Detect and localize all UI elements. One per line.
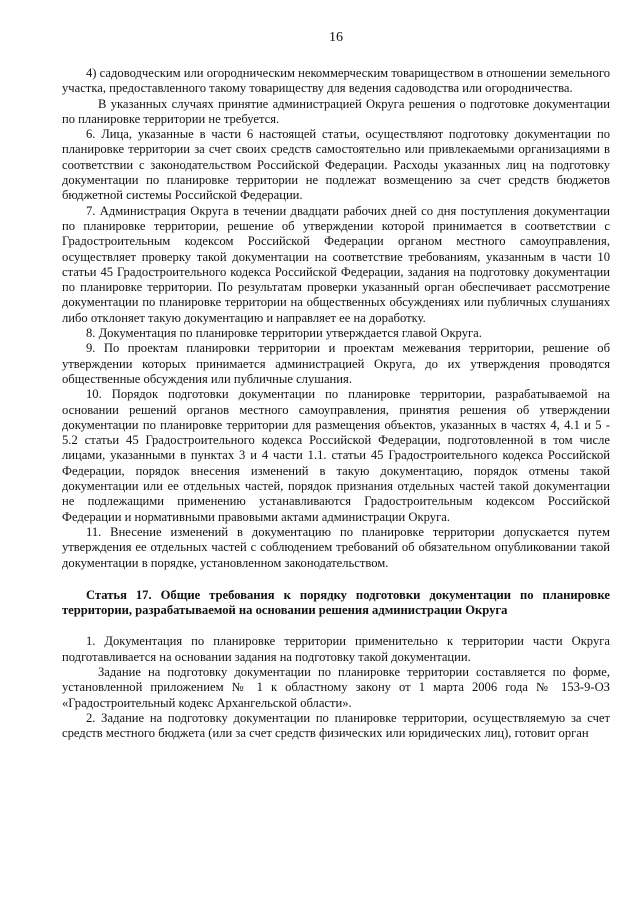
article-17-paragraph-1: 1. Документация по планировке территории применительно к территории части Округа подготавливается на основании задания на подготовку такой документации. — [62, 634, 610, 664]
paragraph-6: 6. Лица, указанные в части 6 настоящей статьи, осуществляют подготовку документации по планировке территории за счет своих средств самостоятельно или привлекаемыми организациями в соответствии с законодательством Российской Федерации. Расходы указанных лиц на подготовку документации по планировке территории не подлежат возмещению за счет средств бюджетов бюджетной системы Российской Федерации. — [62, 127, 610, 203]
paragraph-11: 11. Внесение изменений в документацию по планировке территории допускается путем утверждения ее отдельных частей с соблюдением требований об обязательном опубликовании такой документации в порядке, установленном законодательством. — [62, 524, 610, 570]
article-17-task-form-paragraph: Задание на подготовку документации по планировке территории составляется по форме, установленной приложением № 1 к областному закону от 1 марта 2006 года № 153-9-ОЗ «Градостроительный кодекс Архангельской области». — [62, 664, 610, 710]
paragraph-no-decision-required: В указанных случаях принятие администрацией Округа решения о подготовке документации по планировке территории не требуется. — [62, 96, 610, 126]
paragraph-9: 9. По проектам планировки территории и проектам межевания территории, решение об утверждении которых принимается администрацией Округа, до их утверждения проводятся общественные обсуждения или публичные слушания. — [62, 341, 610, 386]
article-17-paragraph-2: 2. Задание на подготовку документации по планировке территории, осуществляемую за счет средств местного бюджета (или за счет средств физических или юридических лиц), готовит орган — [62, 710, 610, 741]
paragraph-item-4: 4) садоводческим или огородническим некоммерческим товариществом в отношении земельного участка, предоставленного такому товариществу для ведения садоводства или огородничества. — [62, 66, 610, 96]
page-number: 16 — [329, 30, 343, 45]
paragraph-7: 7. Администрация Округа в течении двадцати рабочих дней со дня поступления документации по планировке территории, решение об утверждении которой принимается в соответствии с Градостроительным кодексом Российской Федерации органом местного самоуправления, осуществляет проверку такой документации на соответствие требованиям, указанным в части 10 статьи 45 Градостроительного кодекса Российской Федерации, задания на подготовку документации по планировке территории. По результатам проверки указанный орган обеспечивает рассмотрение документации по планировке территории на общественных обсуждениях или публичных слушаниях либо отклоняет такую документацию и направляет ее на доработку. — [62, 203, 610, 325]
paragraph-10: 10. Порядок подготовки документации по планировке территории, разрабатываемой на основании решений органов местного самоуправления, принятия решения об утверждении документации по планировке территории для размещения объектов, указанных в частях 4, 4.1 и 5 - 5.2 статьи 45 Градостроительного кодекса Российской Федерации, подготовленной в том числе лицами, указанными в пунктах 3 и 4 части 1.1. статьи 45 Градостроительного кодекса Российской Федерации, порядок внесения изменений в такую документацию, порядок отмены такой документации или ее отдельных частей, порядок признания отдельных частей такой документации не подлежащими применению устанавливаются Градостроительным кодексом Российской Федерации и нормативными правовыми актами администрации Округа. — [62, 387, 610, 524]
paragraph-8: 8. Документация по планировке территории утверждается главой Округа. — [86, 326, 482, 341]
article-17-heading: Статья 17. Общие требования к порядку подготовки документации по планировке территории, разрабатываемой на основании решения администрации Округа — [62, 587, 610, 618]
